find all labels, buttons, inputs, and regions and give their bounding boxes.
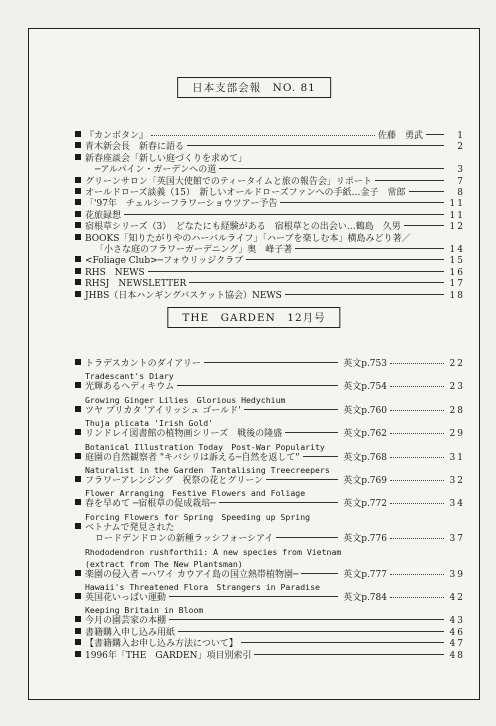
entry-title: 書籍購入申し込み用紙 <box>85 627 176 638</box>
contents-entry[interactable] <box>75 499 465 510</box>
contents-entry[interactable] <box>75 476 465 487</box>
contents-entry[interactable] <box>75 131 465 142</box>
entry-page-number: 48 <box>449 650 465 661</box>
entry-title: フラワーアレンジング 祝祭の花とグリーン <box>85 476 264 487</box>
entry-author: 佐藤 勇武 <box>377 131 423 141</box>
garden-issue-title: THE GARDEN 12月号 <box>167 307 340 328</box>
entry-page-number: 34 <box>449 499 465 510</box>
leader-dots <box>390 457 444 458</box>
bullet-icon <box>75 291 81 297</box>
leader-dots <box>390 386 444 387</box>
english-title: Rhododendron rushforthii: A new species from Vietnam <box>85 546 342 557</box>
entry-page-number: 15 <box>449 256 465 267</box>
entry-page-number: 11 <box>449 210 465 221</box>
entry-title: 『カンボタン』 <box>85 131 149 141</box>
contents-entry[interactable] <box>75 628 465 639</box>
english-title: Naturalist in the Garden Tantalising Treecreepers <box>85 465 330 476</box>
contents-entry[interactable] <box>75 570 465 581</box>
bullet-icon <box>75 279 81 285</box>
leader-line <box>404 225 444 226</box>
english-title: Flower Arranging Festive Flowers and Foliage <box>85 488 306 499</box>
entry-page-number: 8 <box>457 188 465 199</box>
leader-line <box>301 573 338 574</box>
leader-line <box>409 191 444 192</box>
entry-title: 「'97年 チェルシーフラワーショウツアー予告 <box>85 199 278 210</box>
contents-entry[interactable] <box>75 154 465 165</box>
entry-title: ロードデンドロンの新種ラッシフォーシアイ <box>95 534 274 545</box>
entry-title: <Foliage Club>─フォウリッジクラブ <box>85 256 244 267</box>
english-title: Keeping Britain in Bloom <box>85 605 204 616</box>
leader-dots <box>390 480 444 481</box>
english-page-ref: 英文p.777 <box>343 569 387 580</box>
contents-entry[interactable] <box>75 453 465 464</box>
bullet-icon <box>75 211 81 217</box>
entry-title: 【書籍購入お申し込み方法について】 <box>85 639 238 650</box>
leader-line <box>177 385 338 386</box>
contents-entry[interactable] <box>75 359 465 370</box>
leader-line <box>219 502 338 503</box>
english-page-ref: 英文p.784 <box>343 593 387 604</box>
contents-entry[interactable] <box>75 429 465 440</box>
leader-line <box>375 180 444 181</box>
bullet-icon <box>75 499 81 505</box>
bullet-icon <box>75 177 81 183</box>
entry-page-number: 16 <box>449 267 465 278</box>
bullet-icon <box>75 628 81 634</box>
leader-line <box>426 134 444 135</box>
entry-page-number: 29 <box>449 429 465 440</box>
leader-line <box>244 409 339 410</box>
entry-page-number: 31 <box>449 452 465 463</box>
leader-line <box>219 168 444 169</box>
bullet-icon <box>75 453 81 459</box>
leader-line <box>189 282 444 283</box>
contents-entry[interactable] <box>75 291 465 302</box>
leader-line <box>246 259 444 260</box>
entry-page-number: 18 <box>449 290 465 301</box>
entry-page-number: 46 <box>449 627 465 638</box>
leader-line <box>276 537 338 538</box>
english-title: Forcing Flowers for Spring Speeding up Spring <box>85 511 311 522</box>
contents-list-garden <box>75 359 465 662</box>
leader-line <box>148 271 444 272</box>
bullet-icon <box>75 188 81 194</box>
leader-dots <box>390 503 444 504</box>
bullet-icon <box>75 359 81 365</box>
leader-dots <box>390 433 444 434</box>
bullet-icon <box>75 382 81 388</box>
contents-entry[interactable] <box>75 256 465 267</box>
entry-title: 青木新会長 新春に語る <box>85 142 185 153</box>
contents-entry[interactable] <box>75 222 465 233</box>
entry-page-number: 17 <box>449 279 465 290</box>
entry-title: ツヤ プリカタ 'アイリッシュ ゴールド' <box>85 405 241 416</box>
entry-title: オールドローズ談義（15） 新しいオールドローズファンへの手紙…金子 常郎 <box>85 188 406 199</box>
english-title: Botanical Illustration Today Post-War Popularity <box>85 441 325 452</box>
bullet-icon <box>75 268 81 274</box>
entry-title: JHBS（日本ハンギングバスケット協会）NEWS <box>85 290 282 301</box>
entry-page-number: 1 <box>457 131 465 141</box>
entry-title: 新春座談会「新しい庭づくりを求めて」 <box>85 153 248 164</box>
entry-page-number: 14 <box>449 245 465 256</box>
english-title-extract: (extract from The New Plantsman) <box>85 558 243 569</box>
entry-title: 宿根草シリーズ（3） どなたにも経験がある 宿根草との出会い…鶴島 久男 <box>85 222 401 233</box>
entry-page-number: 7 <box>457 176 465 187</box>
leader-dots <box>390 538 444 539</box>
english-page-ref: 英文p.760 <box>343 405 387 416</box>
entry-page-number: 11 <box>449 199 465 210</box>
leader-line <box>124 214 444 215</box>
entry-page-number: 37 <box>449 534 465 545</box>
leader-line <box>285 294 444 295</box>
english-page-ref: 英文p.754 <box>343 382 387 393</box>
english-title: Tradescant's Diary <box>85 371 174 382</box>
contents-entry[interactable] <box>75 245 465 256</box>
english-page-ref: 英文p.768 <box>343 452 387 463</box>
bullet-icon <box>75 476 81 482</box>
bullet-icon <box>75 154 81 160</box>
leader-line <box>266 479 338 480</box>
entry-title: ─アルパイン・ガーデンへの道 <box>95 165 217 176</box>
bullet-icon <box>75 639 81 645</box>
bullet-icon <box>75 131 81 137</box>
bullet-icon <box>75 199 81 205</box>
entry-title: RHS NEWS <box>85 267 145 278</box>
contents-entry[interactable] <box>75 234 465 245</box>
leader-dots <box>390 410 444 411</box>
english-page-ref: 英文p.769 <box>343 476 387 487</box>
english-page-ref: 英文p.753 <box>343 359 387 369</box>
contents-page <box>28 28 480 700</box>
leader-dots <box>390 363 444 364</box>
bullet-icon <box>75 429 81 435</box>
leader-line <box>169 596 338 597</box>
leader-line <box>151 135 375 136</box>
entry-title: 英国花いっぱい運動 <box>85 593 167 604</box>
contents-entry[interactable] <box>75 382 465 393</box>
entry-page-number: 39 <box>449 569 465 580</box>
bullet-icon <box>75 256 81 262</box>
contents-entry[interactable] <box>75 188 465 199</box>
english-page-ref: 英文p.762 <box>343 429 387 440</box>
entry-title: BOOKS「知りたがりやのハーバルライフ」「ハーブを楽しむ本」横島みどり著／ <box>85 233 411 244</box>
contents-entry[interactable] <box>75 523 465 534</box>
entry-title: リンドレイ図書館の植物画シリーズ 戦後の隆盛 <box>85 429 283 440</box>
entry-page-number: 3 <box>457 165 465 176</box>
entry-title: グリーンサロン「英国大使館でのティータイムと旅の報告会」リポート <box>85 176 372 187</box>
leader-line <box>254 654 444 655</box>
entry-page-number: 22 <box>449 359 465 369</box>
english-page-ref: 英文p.772 <box>343 499 387 510</box>
contents-entry[interactable] <box>75 593 465 604</box>
entry-title: ベトナムで発見された <box>85 522 175 533</box>
bullet-icon <box>75 222 81 228</box>
english-title: Hawaii's Threatened Flora Strangers in Paradise <box>85 582 320 593</box>
entry-title: 花旅録想 <box>85 210 122 221</box>
entry-title: 庭園の自然観察者 "キバシリは訴える─自然を返して" <box>85 452 300 463</box>
contents-entry[interactable] <box>75 616 465 627</box>
leader-line <box>178 631 444 632</box>
entry-page-number: 12 <box>449 222 465 233</box>
leader-line <box>187 145 444 146</box>
leader-line <box>295 248 444 249</box>
leader-dots <box>390 574 444 575</box>
bullet-icon <box>75 234 81 240</box>
bullet-icon <box>75 616 81 622</box>
contents-entry[interactable] <box>75 199 465 210</box>
contents-list-bulletin <box>75 131 465 302</box>
bullet-icon <box>75 142 81 148</box>
entry-page-number: 43 <box>449 616 465 627</box>
contents-entry[interactable] <box>75 651 465 662</box>
contents-entry[interactable] <box>75 639 465 650</box>
entry-page-number: 32 <box>449 476 465 487</box>
entry-page-number: 23 <box>449 382 465 393</box>
leader-dots <box>390 597 444 598</box>
entry-page-number: 42 <box>449 593 465 604</box>
english-title: Growing Ginger Lilies Glorious Hedychium <box>85 394 286 405</box>
bullet-icon <box>75 593 81 599</box>
entry-title: 1996年「THE GARDEN」項目別索引 <box>85 650 252 661</box>
leader-line <box>241 642 444 643</box>
contents-entry[interactable] <box>75 279 465 290</box>
contents-entry[interactable] <box>75 534 465 545</box>
entry-page-number: 28 <box>449 405 465 416</box>
contents-entry[interactable] <box>75 211 465 222</box>
english-title: Thuja plicata 'Irish Gold' <box>85 418 214 429</box>
bullet-icon <box>75 406 81 412</box>
entry-page-number: 47 <box>449 639 465 650</box>
bullet-icon <box>75 651 81 657</box>
contents-entry[interactable] <box>75 142 465 153</box>
contents-entry[interactable] <box>75 406 465 417</box>
bulletin-title: 日本支部会報 NO. 81 <box>177 77 331 98</box>
leader-line <box>303 456 339 457</box>
entry-page-number: 2 <box>457 142 465 153</box>
bullet-icon <box>75 570 81 576</box>
entry-title: 「小さな庭のフラワーガーデニング」奥 峰子著 <box>95 245 293 256</box>
contents-entry[interactable] <box>75 177 465 188</box>
leader-line <box>169 619 444 620</box>
english-page-ref: 英文p.776 <box>343 534 387 545</box>
entry-title: 今月の園芸家の本棚 <box>85 616 167 627</box>
leader-line <box>285 432 338 433</box>
leader-line <box>280 202 444 203</box>
contents-entry[interactable] <box>75 165 465 176</box>
entry-title: RHSJ NEWSLETTER <box>85 279 187 290</box>
contents-entry[interactable] <box>75 268 465 279</box>
entry-title: トラデスカントのダイアリー <box>85 359 201 369</box>
leader-line <box>204 362 338 363</box>
entry-title: 春を早めて ─宿根草の促成栽培─ <box>85 499 216 510</box>
entry-title: 楽園の侵入者 ─ハワイ カウアイ島の国立熱帯植物園─ <box>85 569 299 580</box>
bullet-icon <box>75 523 81 529</box>
entry-title: 光輝あるヘディキウム <box>85 382 175 393</box>
